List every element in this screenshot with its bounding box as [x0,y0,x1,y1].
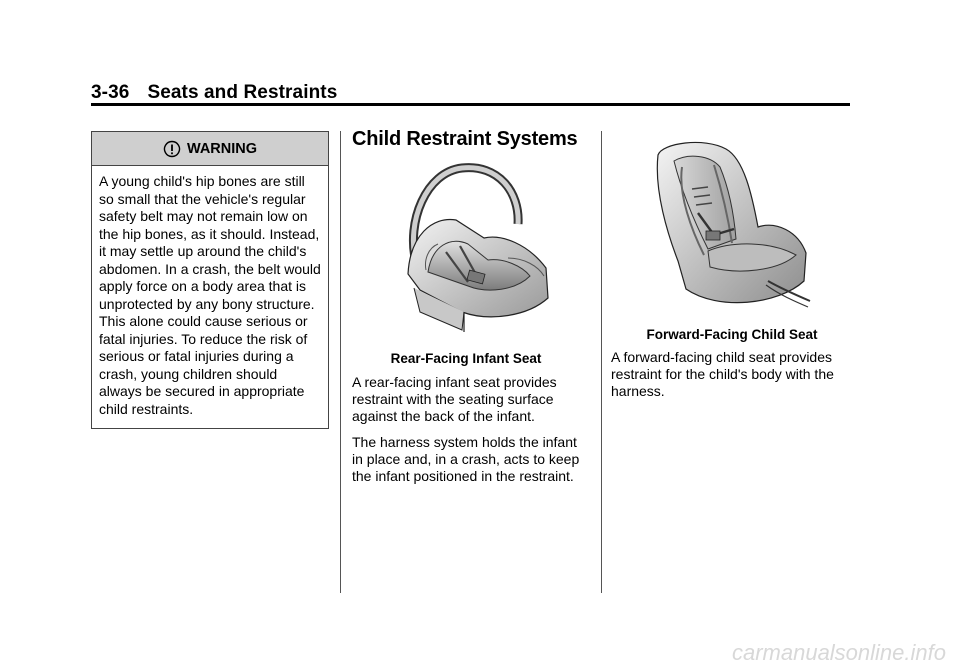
infant-seat-illustration [398,162,554,334]
warning-label: WARNING [186,140,258,157]
section-heading: Child Restraint Systems [352,128,578,150]
warning-icon [163,140,181,158]
warning-header [92,132,328,166]
section-title: Seats and Restraints [147,82,338,103]
body-paragraph: A forward-facing child seat provides restraint for the child's body with the harness. [611,349,834,399]
column-divider [340,131,341,593]
warning-box [91,131,329,429]
page-number: 3-36 [91,82,130,103]
body-paragraph: A rear-facing infant seat provides restraint with the seating surface against the back of the infant. [352,374,557,424]
figure-caption: Forward-Facing Child Seat [646,327,818,342]
header-rule [91,103,850,106]
child-seat-illustration [648,135,818,313]
page-header [91,82,337,104]
column-divider [601,131,602,593]
watermark: carmanualsonline.info [731,640,946,665]
figure-caption: Rear-Facing Infant Seat [390,351,542,366]
body-paragraph: The harness system holds the infant in place and, in a crash, acts to keep the infant positioned in the restraint. [352,434,580,484]
warning-text: A young child's hip bones are still so small that the vehicle's regular safety belt may not remain low on the hip bones, as it should. Instead, it may settle up around the child's abdomen. In a crash, the belt would apply force on a body area that is unprotected by any bony structure. This alone could cause serious or fatal injuries. To reduce the risk of serious or fatal injuries during a crash, young children should always be secured in appropriate child restraints. [99,173,321,417]
